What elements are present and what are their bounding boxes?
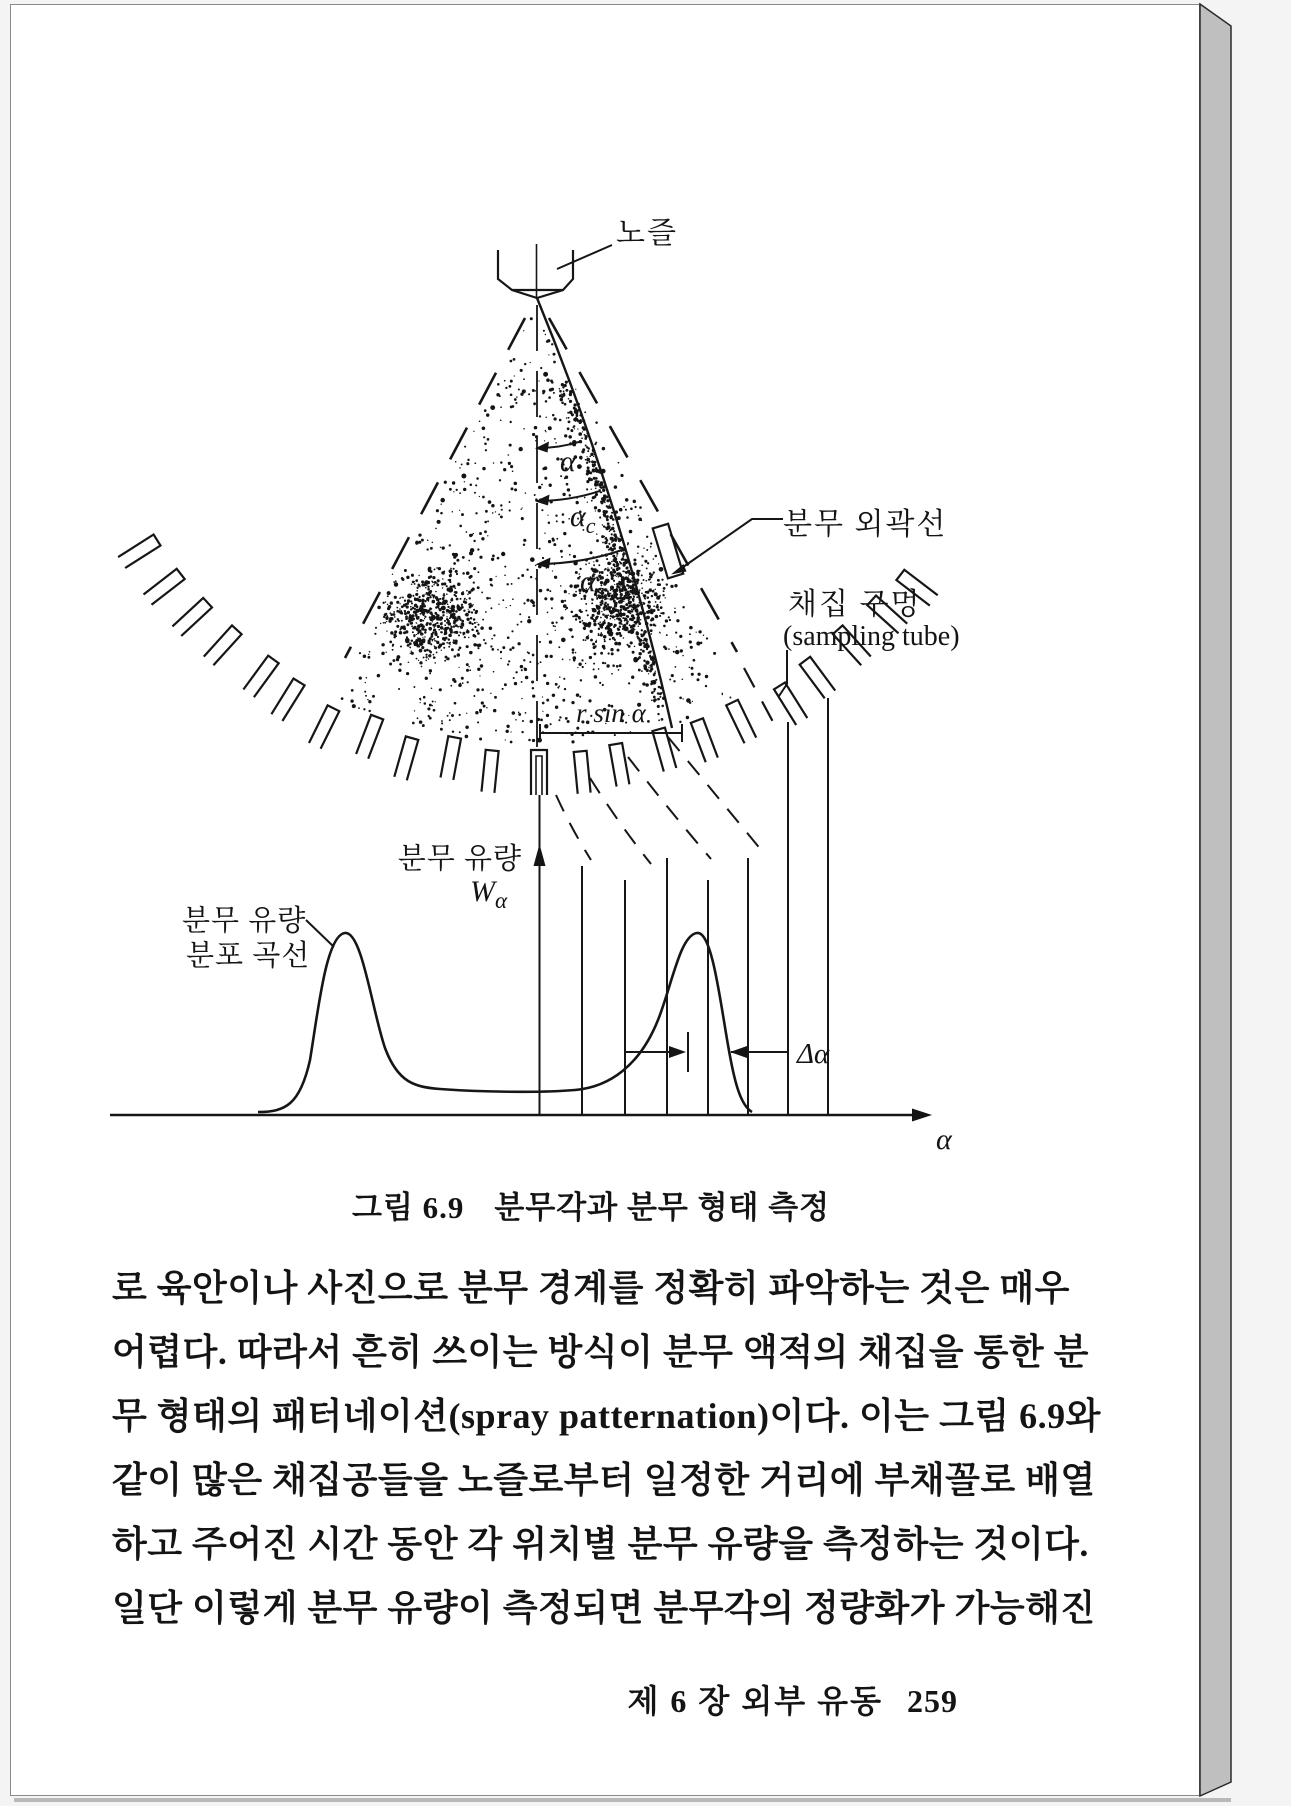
- sampling-tube: [204, 625, 242, 665]
- sampling-tube: [726, 700, 756, 744]
- flow-distribution-curve: [258, 933, 752, 1112]
- sampling-tube: [574, 751, 591, 794]
- delta-alpha-arrow-right: [669, 1046, 686, 1058]
- sampling-tube: [118, 535, 160, 569]
- flow-axis-symbol: [470, 875, 508, 913]
- sampling-hole-leader: [779, 650, 787, 696]
- sampling-tube: [609, 743, 629, 787]
- sampling-tube: [482, 750, 499, 793]
- body-line-1: 로 육안이나 사진으로 분무 경계를 정확히 파악하는 것은 매우: [112, 1268, 1070, 1308]
- sampling-tube: [691, 718, 718, 762]
- sampling-tube: [356, 715, 383, 759]
- dist-curve-label-line1: 분무 유량: [182, 905, 307, 937]
- body-line-4: 같이 많은 채집공들을 노즐로부터 일정한 거리에 부채꼴로 배열: [112, 1460, 1096, 1500]
- sampling-tube-en-label: (sampling tube): [783, 621, 960, 652]
- sampling-tube-arc: [118, 535, 938, 794]
- spray-outline-leader: [676, 519, 783, 572]
- delta-alpha-label: Δα: [797, 1038, 830, 1070]
- spray-boundary-dashed-left: [345, 318, 525, 658]
- figure-caption: [352, 1182, 830, 1227]
- body-line-6: 일단 이렇게 분무 유량이 측정되면 분무각의 정량화가 가능해진: [112, 1588, 1096, 1628]
- sampling-tube: [243, 656, 278, 698]
- sampling-tube: [394, 736, 418, 780]
- sampling-tube: [652, 728, 676, 772]
- sampling-tube: [144, 569, 185, 605]
- alpha-s-base: α: [580, 565, 596, 598]
- alpha-label: α: [560, 445, 576, 478]
- alpha-axis-arrowhead: [912, 1109, 932, 1122]
- footer-page-number: 259: [907, 1683, 958, 1719]
- flow-symbol-sub: α: [495, 888, 508, 913]
- figure-caption-title: 분무각과 분무 형태 측정: [494, 1190, 831, 1225]
- alpha-c-base: α: [570, 500, 586, 533]
- r-sin-alpha-label: r sin α: [576, 698, 646, 728]
- spray-droplets-stipple: [341, 317, 732, 743]
- body-line-5: 하고 주어진 시간 동안 각 위치별 분무 유량을 측정하는 것이다.: [112, 1524, 1089, 1564]
- x-axis-alpha-label: α: [936, 1123, 952, 1156]
- alpha-s-label: [580, 565, 604, 603]
- sampling-tube: [774, 683, 807, 726]
- sampling-tube: [800, 657, 836, 699]
- alpha-c-sub: c: [585, 513, 596, 538]
- flow-symbol-base: W: [470, 875, 495, 908]
- figure-caption-number: 그림 6.9: [352, 1190, 465, 1225]
- nozzle-label: 노즐: [616, 217, 678, 250]
- sampling-hole-label: 채집 구멍: [788, 588, 922, 621]
- page-edge-3d: [1200, 4, 1231, 1796]
- sampling-tube: [271, 679, 304, 722]
- flow-axis-title: 분무 유량: [397, 843, 522, 875]
- alpha-s-sub: s: [595, 578, 605, 603]
- body-line-3: 무 형태의 패터네이션(spray patternation)이다. 이는 그림 6.9와: [112, 1396, 1101, 1436]
- spray-outline-label: 분무 외곽선: [783, 508, 948, 541]
- page-bottom-shadow: [14, 1798, 1231, 1802]
- footer-chapter: 제 6 장 외부 유동: [627, 1683, 883, 1719]
- center-sampling-tube: [531, 750, 547, 795]
- sampling-tube: [441, 736, 462, 780]
- nozzle-drawing: [498, 244, 612, 298]
- body-paragraph: [112, 1256, 1101, 1640]
- running-footer: [628, 1676, 958, 1722]
- alpha-c-label: [570, 500, 596, 538]
- delta-alpha-arrow-left: [730, 1046, 747, 1058]
- sampling-tube: [309, 705, 339, 748]
- flow-rate-axis-arrowhead: [534, 844, 546, 866]
- body-line-2: 어렵다. 따라서 흔히 쓰이는 방식이 분무 액적의 채집을 통한 분: [112, 1332, 1089, 1372]
- dist-curve-label-line2: 분포 곡선: [186, 940, 311, 972]
- sampling-tube: [172, 598, 212, 636]
